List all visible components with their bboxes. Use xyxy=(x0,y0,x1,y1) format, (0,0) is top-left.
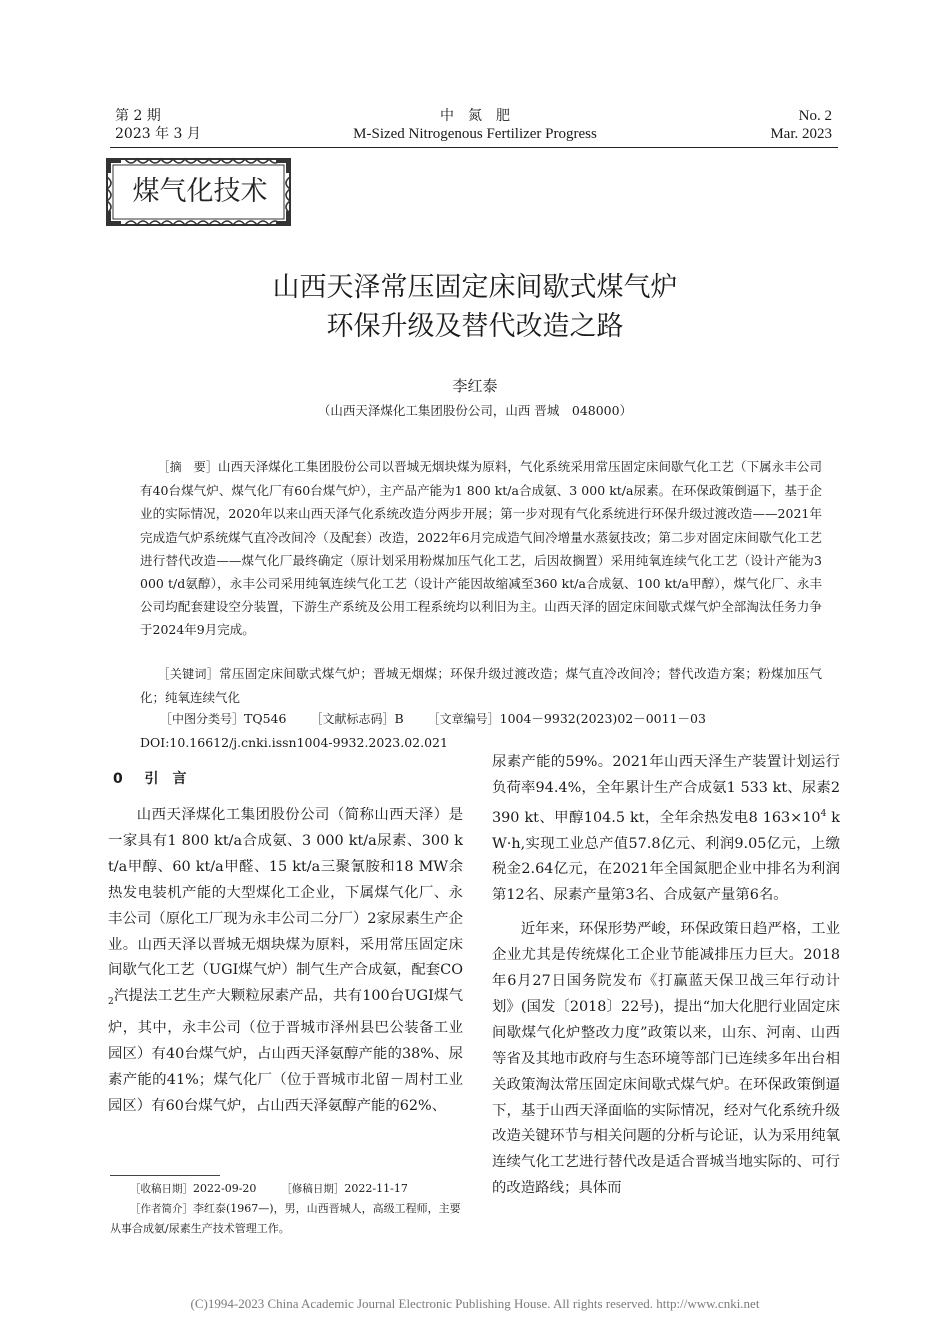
co2-subscript: 2 xyxy=(108,997,114,1008)
body-column-left xyxy=(108,803,463,1120)
journal-name-cn: 中 氮 肥 xyxy=(440,108,510,124)
section-title: 引 言 xyxy=(144,771,187,787)
column-banner-title: 煤气化技术 xyxy=(125,172,275,212)
copyright-line: (C)1994-2023 China Academic Journal Electronic Publishing House. All rights reserved. http://www.cnki.net xyxy=(190,1296,760,1311)
keywords xyxy=(140,662,822,709)
author-name: 李红泰 xyxy=(452,377,498,395)
author-bio-label: ［作者简介］ xyxy=(130,1203,193,1215)
abstract-text: 山西天泽煤化工集团股份公司以晋城无烟块煤为原料，气化系统采用常压固定床间歇气化工艺（下属永丰公司有40台煤气炉、煤气化厂有60台煤气炉），主产品产能为1 800 kt/a合成氨、3 000 kt/a尿素。在环保政策倒逼下，基于企业的实际情况，2020年以来山西天泽气化系统改造分两步开展；第一步对现有气化系统进行环保升级过渡改造——2021年完成造气炉系统煤气直冷改间冷（及配套）改造，2022年6月完成造气间冷增量水蒸氨技改；第二步对固定床间歇气化工艺进行替代改造——煤气化厂最终确定（原计划采用粉煤加压气化工艺，后因故搁置）采用纯氧连续气化工艺（设计产能为3 000 t/d氨醇），永丰公司采用纯氧连续气化工艺（设计产能因故缩减至360 kt/a合成氨、100 kt/a甲醇），煤气化厂、永丰公司均配套建设空分装置，下游生产系统及公用工程系统均以利旧为主。山西天泽的固定床间歇式煤气炉全部淘汰任务力争于2024年9月完成。 xyxy=(140,459,822,638)
header-issue-en: No. 2 xyxy=(798,108,832,124)
body-column-right xyxy=(492,750,840,1202)
abstract-label: ［摘 要］ xyxy=(157,460,218,474)
article-title-line2: 环保升级及替代改造之路 xyxy=(326,311,624,342)
intro-paragraph-1-text: 山西天泽煤化工集团股份公司（简称山西天泽）是一家具有1 800 kt/a合成氨、3 000 kt/a尿素、300 kt/a甲醇、60 kt/a甲醛、15 kt/a三聚氰胺和18 MW余热发电装机产能的大型煤化工企业，下属煤气化厂、永丰公司（原化工厂现为永丰公司二分厂）2家尿素生产企业。山西天泽以晋城无烟块煤为原料，采用常压固定床间歇气化工艺（UGI煤气炉）制气生产合成氨，配套CO xyxy=(108,807,463,979)
received-value: 2022-09-20 xyxy=(193,1182,257,1195)
doc-code-label: ［文献标志码］ xyxy=(310,712,395,726)
journal-name-en: M-Sized Nitrogenous Fertilizer Progress xyxy=(353,126,597,142)
intro-paragraph-1 xyxy=(108,803,463,1120)
intro-paragraph-2: 近年来，环保形势严峻，环保政策日趋严格，工业企业尤其是传统煤化工企业节能减排压力巨大。2018年6月27日国务院发布《打赢蓝天保卫战三年行动计划》(国发〔2018〕22号)，提出“加大化肥行业固定床间歇煤气化炉整改力度”政策以来，山东、河南、山西等省及其地市政府与生态环境等部门已连续多年出台相关政策淘汰常压固定床间歇式煤气炉。在环保政策倒逼下，基于山西天泽面临的实际情况，经对气化系统升级改造关键环节与相关问题的分析与论证，认为采用纯氧连续气化工艺进行替代改是适合晋城当地实际的、可行的改造路线；具体而 xyxy=(492,921,840,1197)
keywords-text: 常压固定床间歇式煤气炉；晋城无烟煤；环保升级过渡改造；煤气直冷改间冷；替代改造方案；粉煤加压气化；纯氧连续气化 xyxy=(140,666,822,706)
clc-label: ［中图分类号］ xyxy=(160,712,245,726)
right-para1-cont: kW·h,实现工业总产值57.8亿元、利润9.05亿元，上缴税金2.64亿元，在2021年全国氮肥企业中排名为利润第12名、尿素产量第3名、合成氨产量第6名。 xyxy=(492,809,841,904)
article-title-line1: 山西天泽常压固定床间歇式煤气炉 xyxy=(272,272,678,303)
section-heading xyxy=(113,768,187,788)
right-para1-text: 尿素产能的59%。2021年山西天泽生产装置计划运行负荷率94.4%，全年累计生产合成氨1 533 kt、尿素2 390 kt、甲醇104.5 kt，全年余热发电8 163×10 xyxy=(492,754,840,826)
clc-value: TQ546 xyxy=(244,711,287,726)
footnote-rule xyxy=(110,1175,220,1176)
doc-code-value: B xyxy=(394,711,404,726)
footnote-dates xyxy=(130,1179,490,1199)
header-date-en: Mar. 2023 xyxy=(770,126,832,142)
header-date-cn: 2023 年 3 月 xyxy=(115,126,201,142)
author-bio-text: 李红泰(1967—)，男，山西晋城人，高级工程师，主要从事合成氨/尿素生产技术管理工作。 xyxy=(110,1202,461,1235)
intro-paragraph-1-cont: 汽提法工艺生产大颗粒尿素产品，共有100台UGI煤气炉，其中，永丰公司（位于晋城市泽州县巴公装备工业园区）有40台煤气炉，占山西天泽氨醇产能的38%、尿素产能的41%；煤气化厂（位于晋城市北留－周村工业园区）有60台煤气炉，占山西天泽氨醇产能的62%、 xyxy=(108,988,463,1114)
author-affiliation: （山西天泽煤化工集团股份公司，山西 晋城 048000） xyxy=(317,403,633,418)
footnote-author xyxy=(110,1199,470,1239)
abstract xyxy=(140,455,822,642)
classification-line xyxy=(160,708,706,730)
power-superscript: 4 xyxy=(820,808,827,819)
article-no-value: 1004－9932(2023)02－0011－03 xyxy=(499,711,706,726)
section-number: 0 xyxy=(113,771,123,787)
article-no-label: ［文章编号］ xyxy=(427,712,500,726)
keywords-label: ［关键词］ xyxy=(157,667,220,681)
revised-value: 2022-11-17 xyxy=(344,1182,408,1195)
revised-label: ［修稿日期］ xyxy=(281,1183,345,1195)
header-issue-cn: 第 2 期 xyxy=(115,108,161,124)
header-rule xyxy=(110,147,838,148)
intro-paragraph-1-continued xyxy=(492,750,840,909)
received-label: ［收稿日期］ xyxy=(130,1183,193,1195)
doi: DOI:10.16612/j.cnki.issn1004-9932.2023.02.021 xyxy=(140,735,448,750)
